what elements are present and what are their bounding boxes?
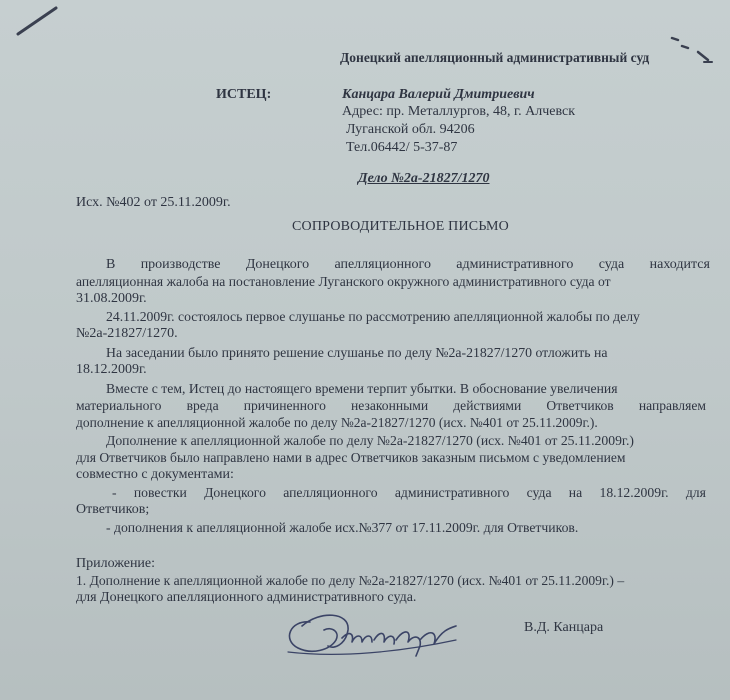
paragraph-3-line-2: 18.12.2009г. bbox=[76, 362, 147, 377]
attachment-heading: Приложение: bbox=[76, 556, 156, 571]
paragraph-5-line-3: совместно с документами: bbox=[76, 467, 234, 482]
paragraph-2-line-1: 24.11.2009г. состоялось первое слушанье по рассмотрению апелляционной жалобы по делу bbox=[106, 309, 640, 324]
paragraph-3-line-1: На заседании было принято решение слушанье по делу №2а-21827/1270 отложить на bbox=[106, 345, 608, 360]
paragraph-2-line-2: №2а-21827/1270. bbox=[76, 326, 178, 341]
signer-name: В.Д. Канцара bbox=[524, 620, 604, 635]
plaintiff-label: ИСТЕЦ: bbox=[216, 87, 272, 102]
paragraph-5-line-1: Дополнение к апелляционной жалобе по делу №2а-21827/1270 (исх. №401 от 25.11.2009г.) bbox=[106, 433, 634, 448]
case-number: Дело №2а-21827/1270 bbox=[358, 171, 490, 186]
paragraph-1-line-2: апелляционная жалоба на постановление Луганского окружного административного суда от bbox=[76, 274, 611, 289]
paragraph-1-line-1: В производстве Донецкого апелляционного административного суда находится bbox=[106, 257, 710, 272]
court-name: Донецкий апелляционный административный суд bbox=[340, 50, 650, 65]
paragraph-4-line-1: Вместе с тем, Истец до настоящего времени терпит убытки. В обоснование увеличения bbox=[106, 381, 618, 396]
plaintiff-name: Канцара Валерий Дмитриевич bbox=[342, 87, 535, 102]
attachment-item-line-2: для Донецкого апелляционного административного суда. bbox=[76, 590, 417, 605]
attachment-item-line-1: 1. Дополнение к апелляционной жалобе по делу №2а-21827/1270 (исх. №401 от 25.11.2009г.) – bbox=[76, 573, 625, 588]
plaintiff-phone: Тел.06442/ 5-37-87 bbox=[346, 140, 458, 155]
paragraph-4-line-3: дополнение к апелляционной жалобе по делу №2а-21827/1270 (исх. №401 от 25.11.2009г.). bbox=[76, 415, 598, 430]
paragraph-1-line-3: 31.08.2009г. bbox=[76, 291, 147, 306]
handwritten-signature bbox=[280, 600, 480, 660]
scan-mark-top-left bbox=[12, 2, 62, 38]
document-title: СОПРОВОДИТЕЛЬНОЕ ПИСЬМО bbox=[292, 219, 509, 234]
outgoing-number: Исх. №402 от 25.11.2009г. bbox=[76, 195, 231, 210]
plaintiff-address-line1: Адрес: пр. Металлургов, 48, г. Алчевск bbox=[342, 104, 576, 119]
paragraph-5-line-2: для Ответчиков было направлено нами в адрес Ответчиков заказным письмом с уведомлением bbox=[76, 450, 626, 465]
scan-mark-top-right bbox=[668, 28, 718, 68]
plaintiff-address-line2: Луганской обл. 94206 bbox=[346, 122, 475, 137]
list-item-2: - дополнения к апелляционной жалобе исх.№377 от 17.11.2009г. для Ответчиков. bbox=[106, 520, 579, 535]
list-item-1-line-1: - повестки Донецкого апелляционного административного суда на 18.12.2009г. для bbox=[112, 485, 706, 500]
list-item-1-line-2: Ответчиков; bbox=[76, 502, 150, 517]
paragraph-4-line-2: материального вреда причиненного незаконными действиями Ответчиков направляем bbox=[76, 398, 706, 413]
